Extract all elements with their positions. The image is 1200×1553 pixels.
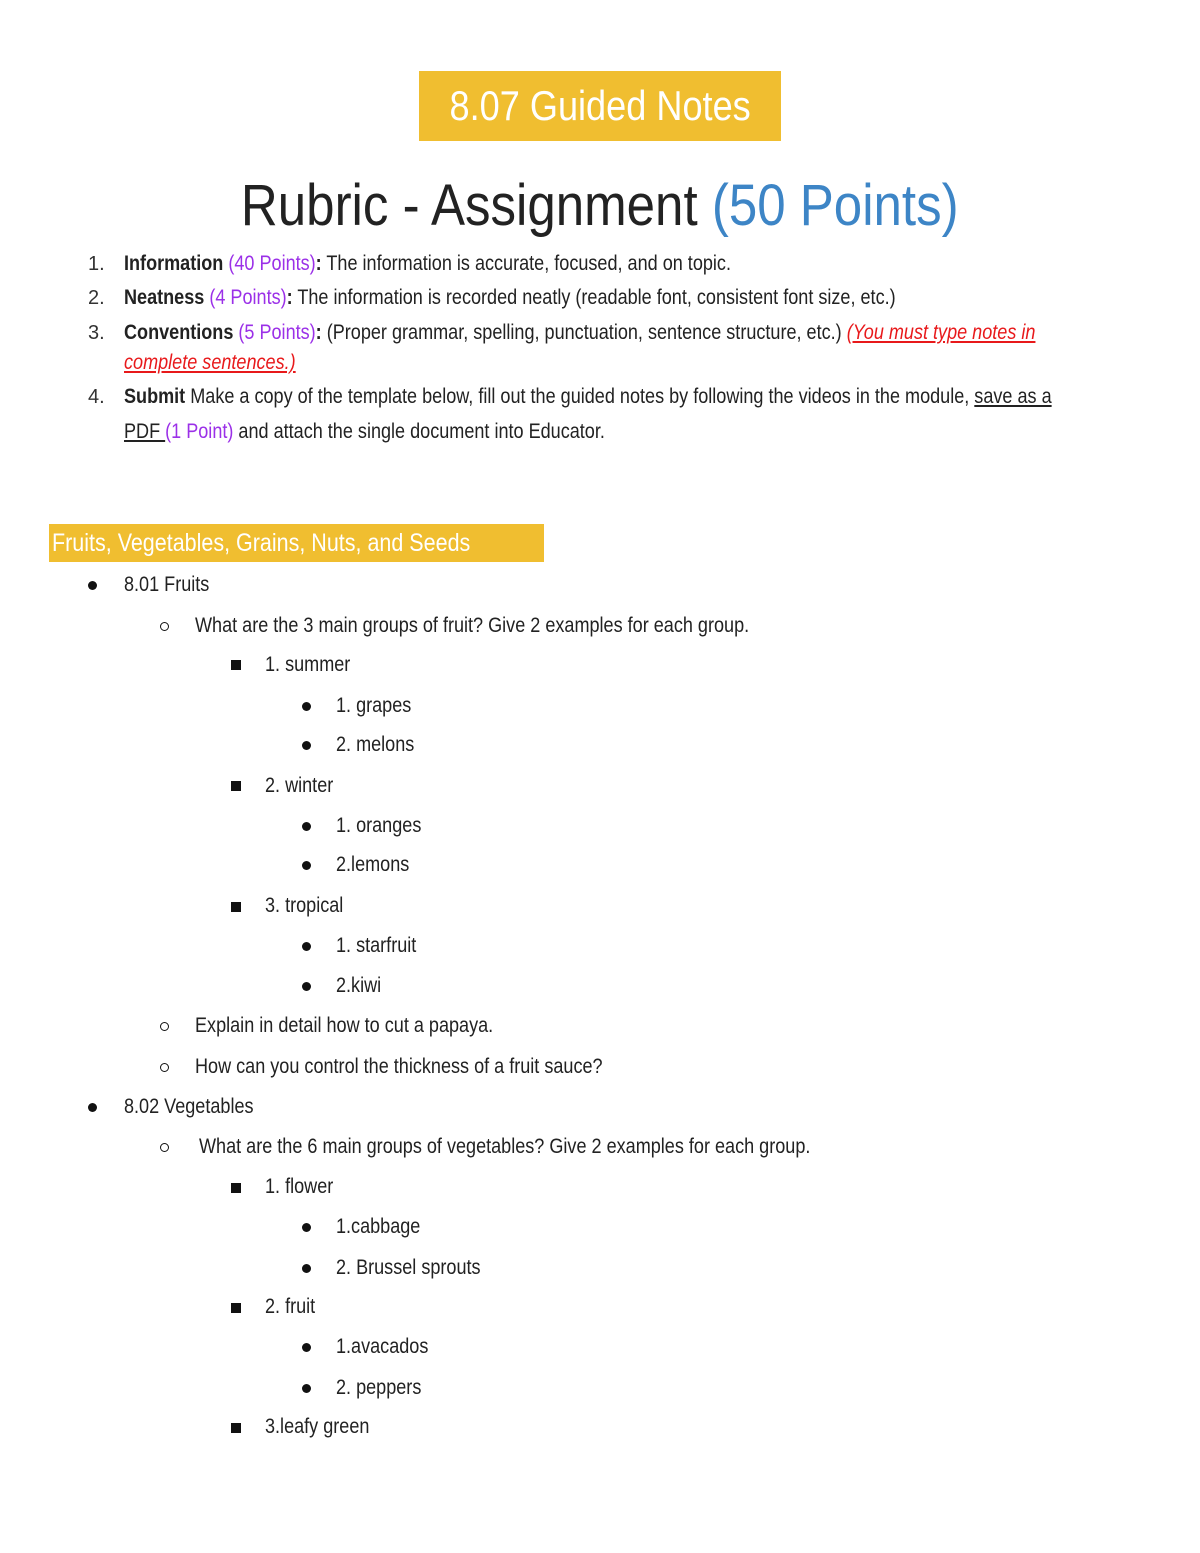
rubric-number: 1. bbox=[88, 253, 105, 275]
list-item-text: 1.avacados bbox=[336, 1335, 429, 1358]
bullet-icon bbox=[302, 861, 311, 870]
rubric-item-conventions bbox=[124, 318, 1184, 348]
list-item-text: 1. oranges bbox=[336, 814, 422, 837]
list-item-question bbox=[195, 1052, 669, 1082]
list-item-text: 1. starfruit bbox=[336, 934, 417, 957]
list-item-group bbox=[265, 1172, 344, 1202]
bullet-icon bbox=[302, 1384, 311, 1393]
list-item-text: 8.02 Vegetables bbox=[124, 1095, 254, 1118]
square-bullet-icon bbox=[231, 902, 241, 912]
list-item-group bbox=[265, 650, 364, 680]
list-item-question bbox=[195, 611, 839, 641]
rubric-heading bbox=[241, 168, 959, 244]
list-item-text: What are the 6 main groups of vegetables? Give 2 examples for each group. bbox=[199, 1135, 811, 1158]
list-item-text: 2. winter bbox=[265, 774, 334, 797]
list-item-text: How can you control the thickness of a fruit sauce? bbox=[195, 1055, 603, 1078]
square-bullet-icon bbox=[231, 1423, 241, 1433]
list-item-text: What are the 3 main groups of fruit? Give 2 examples for each group. bbox=[195, 614, 750, 637]
rubric-label: Submit bbox=[124, 385, 186, 408]
bullet-icon bbox=[302, 982, 311, 991]
square-bullet-icon bbox=[231, 660, 241, 670]
bullet-icon bbox=[302, 822, 311, 831]
square-bullet-icon bbox=[231, 1183, 241, 1193]
rubric-emphasis: PDF bbox=[124, 420, 166, 443]
rubric-colon: : bbox=[315, 252, 322, 275]
rubric-points: (4 Points) bbox=[209, 286, 287, 309]
rubric-item-neatness bbox=[124, 283, 1021, 313]
list-item-text: 2.lemons bbox=[336, 853, 410, 876]
rubric-number: 4. bbox=[88, 386, 105, 408]
circle-bullet-icon bbox=[160, 1063, 169, 1072]
bullet-icon bbox=[88, 1103, 97, 1112]
list-item-vegetables bbox=[124, 1092, 275, 1122]
bullet-icon bbox=[302, 1223, 311, 1232]
rubric-heading-points: (50 Points) bbox=[712, 173, 959, 238]
list-item-text: 2. peppers bbox=[336, 1376, 422, 1399]
list-item-text: 8.01 Fruits bbox=[124, 573, 210, 596]
document-title bbox=[419, 71, 781, 141]
rubric-colon: : bbox=[315, 321, 322, 344]
rubric-text: Make a copy of the template below, fill out the guided notes by following the videos in the module, bbox=[185, 385, 975, 408]
list-item-text: 1.cabbage bbox=[336, 1215, 421, 1238]
rubric-emphasis: save as a bbox=[974, 385, 1052, 408]
rubric-item-submit-cont bbox=[124, 417, 683, 447]
circle-bullet-icon bbox=[160, 1022, 169, 1031]
list-item-text: 2. melons bbox=[336, 733, 415, 756]
list-item-example bbox=[336, 1332, 443, 1362]
rubric-heading-text: Rubric - Assignment bbox=[241, 173, 713, 238]
list-item-example bbox=[336, 931, 429, 961]
bullet-icon bbox=[302, 702, 311, 711]
rubric-points: (40 Points) bbox=[228, 252, 316, 275]
list-item-example bbox=[336, 1212, 434, 1242]
rubric-note: complete sentences.) bbox=[124, 351, 296, 374]
bullet-icon bbox=[302, 942, 311, 951]
rubric-colon: : bbox=[286, 286, 293, 309]
list-item-group bbox=[265, 891, 356, 921]
rubric-heading-block bbox=[0, 168, 1200, 244]
bullet-icon bbox=[88, 581, 97, 590]
list-item-example bbox=[336, 811, 435, 841]
square-bullet-icon bbox=[231, 781, 241, 791]
rubric-label: Neatness bbox=[124, 286, 205, 309]
rubric-text: (Proper grammar, spelling, punctuation, sentence structure, etc.) bbox=[321, 321, 847, 344]
rubric-points: (1 Point) bbox=[165, 420, 234, 443]
list-item-text: 1. summer bbox=[265, 653, 351, 676]
rubric-item-conventions-cont bbox=[124, 348, 324, 378]
list-item-example bbox=[336, 1253, 504, 1283]
list-item-example bbox=[336, 730, 427, 760]
list-item-example bbox=[336, 850, 421, 880]
rubric-text: The information is recorded neatly (readable font, consistent font size, etc.) bbox=[292, 286, 896, 309]
rubric-item-information bbox=[124, 249, 830, 279]
rubric-points: (5 Points) bbox=[238, 321, 316, 344]
list-item-group bbox=[265, 1412, 386, 1442]
list-item-text: 3.leafy green bbox=[265, 1415, 370, 1438]
list-item-text: 1. flower bbox=[265, 1175, 334, 1198]
list-item-group bbox=[265, 771, 344, 801]
section-title-text: Fruits, Vegetables, Grains, Nuts, and Seeds bbox=[52, 529, 471, 557]
rubric-text: The information is accurate, focused, and on topic. bbox=[321, 252, 731, 275]
list-item-text: 1. grapes bbox=[336, 694, 412, 717]
rubric-label: Conventions bbox=[124, 321, 234, 344]
list-item-group bbox=[265, 1292, 323, 1322]
list-item-text: 2.kiwi bbox=[336, 974, 382, 997]
square-bullet-icon bbox=[231, 1303, 241, 1313]
circle-bullet-icon bbox=[160, 622, 169, 631]
circle-bullet-icon bbox=[160, 1143, 169, 1152]
list-item-example bbox=[336, 691, 424, 721]
list-item-question bbox=[199, 1132, 910, 1162]
list-item-text: 3. tropical bbox=[265, 894, 344, 917]
list-item-text: Explain in detail how to cut a papaya. bbox=[195, 1014, 494, 1037]
list-item-text: 2. fruit bbox=[265, 1295, 316, 1318]
list-item-question bbox=[195, 1011, 542, 1041]
list-item-example bbox=[336, 971, 389, 1001]
rubric-text: and attach the single document into Educator. bbox=[233, 420, 605, 443]
title-block bbox=[0, 71, 1200, 141]
list-item-example bbox=[336, 1373, 435, 1403]
rubric-number: 2. bbox=[88, 287, 105, 309]
rubric-item-submit bbox=[124, 382, 1200, 412]
list-item-fruits bbox=[124, 570, 223, 600]
rubric-number: 3. bbox=[88, 322, 105, 344]
section-title bbox=[49, 524, 544, 562]
bullet-icon bbox=[302, 1264, 311, 1273]
bullet-icon bbox=[302, 1343, 311, 1352]
rubric-note: (You must type notes in bbox=[846, 321, 1036, 344]
document-title-text: 8.07 Guided Notes bbox=[449, 82, 751, 129]
rubric-label: Information bbox=[124, 252, 224, 275]
bullet-icon bbox=[302, 741, 311, 750]
list-item-text: 2. Brussel sprouts bbox=[336, 1256, 481, 1279]
